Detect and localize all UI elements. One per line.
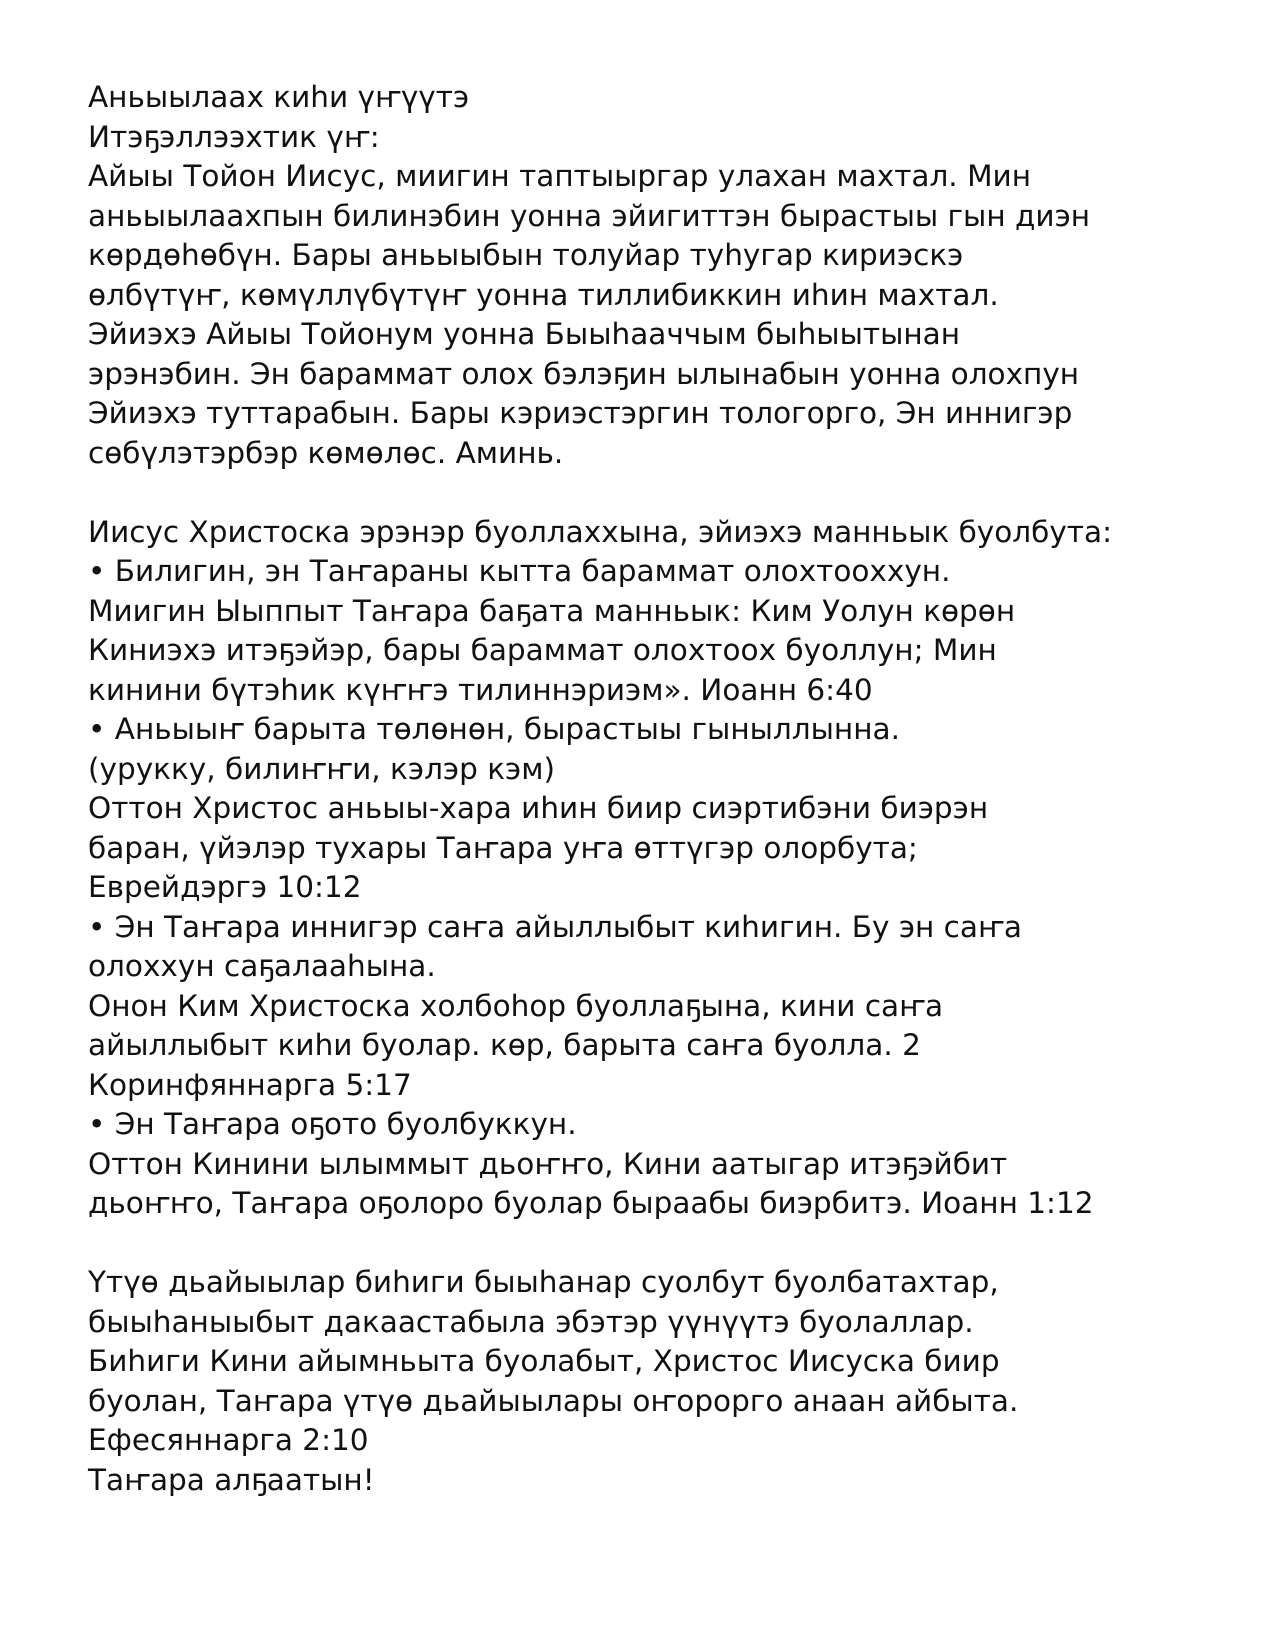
scripture-line: Оттон Кинини ылыммыт дьоҥҥо, Кини аатыгар итэҕэйбит (88, 1146, 1008, 1181)
benefits-section (88, 513, 1208, 1224)
prayer-text-line: эрэнэбин. Эн бараммат олох бэлэҕин ылынабын уонна олохпун (88, 356, 1080, 391)
scripture-line: айыллыбыт киһи буолар. көр, барыта саҥа буолла. 2 (88, 1028, 921, 1062)
benefits-intro: Иисус Христоска эрэнэр буоллаххына, эйиэхэ манньык буолбута: (88, 514, 1113, 549)
scripture-reference: Ефесяннарга 2:10 (88, 1423, 369, 1457)
prayer-text-line: көрдөһөбүн. Бары аньыыбын толуйар туһугар кириэскэ (88, 238, 964, 272)
paragraph-gap (88, 1224, 1208, 1264)
bullet-item: • Эн Таҥара оҕото буолбуккун. (88, 1107, 577, 1141)
prayer-section (88, 78, 1208, 473)
scripture-line: дьоҥҥо, Таҥара оҕолоро буолар быраабы биэрбитэ. Иоанн 1:12 (88, 1186, 1094, 1220)
prayer-text-line: сөбүлэтэрбэр көмөлөс. Аминь. (88, 435, 564, 470)
prayer-text-line: Эйиэхэ Айыы Тойонум уонна Быыһааччым быһыытынан (88, 317, 961, 351)
document-page (88, 78, 1208, 1500)
scripture-reference: Коринфяннарга 5:17 (88, 1067, 412, 1102)
scripture-reference: Еврейдэргэ 10:12 (88, 870, 362, 904)
scripture-line: Оттон Христос аньыы-хара иһин биир сиэртибэни биэрэн (88, 791, 989, 825)
paragraph-gap (88, 473, 1208, 513)
scripture-line: Миигин Ыыппыт Таҥара баҕата манньык: Ким Уолун көрөн (88, 593, 1016, 628)
scripture-line: Киниэхэ итэҕэйэр, бары бараммат олохтоох буоллун; Мин (88, 633, 997, 667)
bullet-item: • Аньыыҥ барыта төлөнөн, бырастыы гыныллынна. (88, 712, 900, 746)
bullet-item: • Эн Таҥара иннигэр саҥа айыллыбыт киһигин. Бу эн саҥа (88, 909, 1022, 944)
closing-line: буолан, Таҥара үтүө дьайыылары оҥорорго анаан айбыта. (88, 1383, 1019, 1418)
prayer-text-line: Айыы Тойон Иисус, миигин таптыыргар улахан махтал. Мин (88, 159, 1031, 193)
closing-line: Үтүө дьайыылар биһиги быыһанар суолбут буолбатахтар, (88, 1265, 999, 1299)
bullet-item-continuation: олоххун саҕалааһына. (88, 949, 436, 983)
scripture-line: Онон Ким Христоска холбоһор буоллаҕына, кини саҥа (88, 988, 944, 1023)
prayer-text-line: өлбүтүҥ, көмүллүбүтүҥ уонна тиллибиккин иһин махтал. (88, 277, 999, 312)
prayer-instruction: Итэҕэллээхтик үҥ: (88, 119, 380, 154)
closing-line: Биһиги Кини айымньыта буолабыт, Христос Иисуска биир (88, 1344, 1000, 1378)
prayer-text-line: Эйиэхэ туттарабын. Бары кэриэстэргин тологорго, Эн иннигэр (88, 396, 1073, 430)
note-line: (урукку, билиҥҥи, кэлэр кэм) (88, 751, 555, 786)
bullet-item: • Билигин, эн Таҥараны кытта бараммат олохтооххун. (88, 554, 951, 588)
closing-line: быыһаныыбыт дакаастабыла эбэтэр үүнүүтэ буолаллар. (88, 1304, 974, 1339)
prayer-text-line: аньыылаахпын билинэбин уонна эйигиттэн бырастыы гын диэн (88, 198, 1091, 233)
blessing-line: Таҥара алҕаатын! (88, 1462, 375, 1497)
closing-section (88, 1263, 1208, 1500)
scripture-line: кинини бүтэһик күҥҥэ тилиннэриэм». Иоанн 6:40 (88, 672, 873, 707)
scripture-line: баран, үйэлэр тухары Таҥара уҥа өттүгэр олорбута; (88, 830, 918, 865)
prayer-title: Аньыылаах киһи үҥүүтэ (88, 80, 470, 114)
